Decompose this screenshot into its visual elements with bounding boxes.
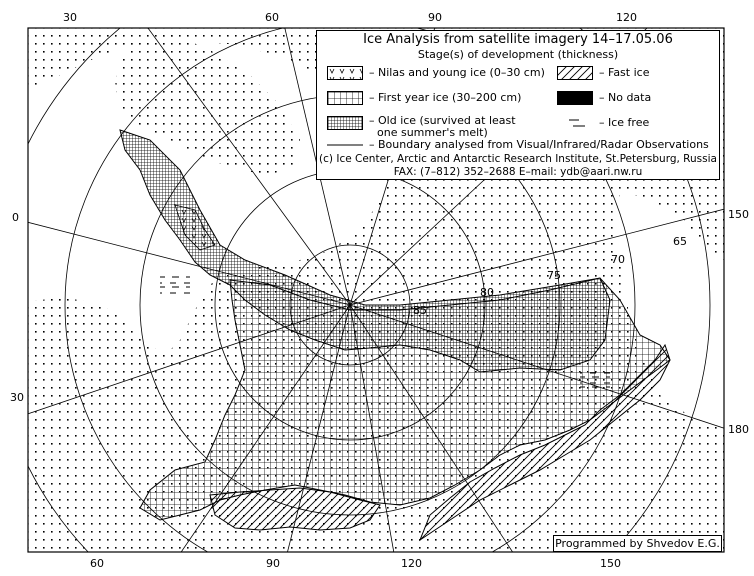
lon-label-bottom-90: 90 [266, 557, 280, 570]
swatch-no-data [557, 91, 593, 105]
lat-label-65: 65 [673, 235, 687, 248]
swatch-boundary [327, 141, 363, 149]
legend-subtitle: Stage(s) of development (thickness) [417, 48, 619, 61]
legend-contact: FAX: (7–812) 352–2688 E–mail: ydb@aari.nw.ru [393, 166, 643, 178]
legend-boundary-label: – Boundary analysed from Visual/Infrared/Radar Observations [369, 138, 709, 151]
ice-free-area-2 [580, 370, 610, 390]
legend-first-year-label: – First year ice (30–200 cm) [369, 91, 522, 104]
legend-no-data-label: – No data [599, 91, 652, 104]
lon-label-left-0: 0 [12, 211, 19, 224]
legend-ice-free-label: – Ice free [599, 116, 650, 129]
lon-label-top-30: 30 [63, 11, 77, 24]
lon-label-right-180: 180 [728, 423, 749, 436]
lon-label-top-120: 120 [616, 11, 637, 24]
ice-free-area [160, 275, 190, 295]
lat-label-85: 85 [413, 304, 427, 317]
lon-label-bottom-60: 60 [90, 557, 104, 570]
swatch-nilas [327, 66, 363, 80]
swatch-old-ice [327, 116, 363, 130]
swatch-fast-ice [557, 66, 593, 80]
lon-label-top-60: 60 [265, 11, 279, 24]
lon-label-left-30: 30 [10, 391, 24, 404]
lat-label-75: 75 [547, 269, 561, 282]
swatch-ice-free [567, 117, 587, 129]
legend-nilas-label: – Nilas and young ice (0–30 cm) [369, 66, 545, 79]
lon-label-top-90: 90 [428, 11, 442, 24]
lat-label-80: 80 [480, 286, 494, 299]
swatch-first-year [327, 91, 363, 105]
legend-credit: (c) Ice Center, Arctic and Antarctic Research Institute, St.Petersburg, Russia [319, 153, 717, 165]
legend-fast-ice-label: – Fast ice [599, 66, 650, 79]
lon-label-bottom-120: 120 [401, 557, 422, 570]
lon-label-right-150: 150 [728, 208, 749, 221]
lon-label-bottom-150: 150 [600, 557, 621, 570]
legend-title: Ice Analysis from satellite imagery 14–17.05.06 [363, 32, 673, 47]
lat-label-70: 70 [611, 253, 625, 266]
legend-old-ice-label-1: – Old ice (survived at least [369, 114, 516, 127]
legend-box [316, 30, 720, 180]
legend-old-ice-label-2: one summer's melt) [377, 126, 488, 139]
programmed-by-box: Programmed by Shvedov E.G. [553, 535, 722, 552]
